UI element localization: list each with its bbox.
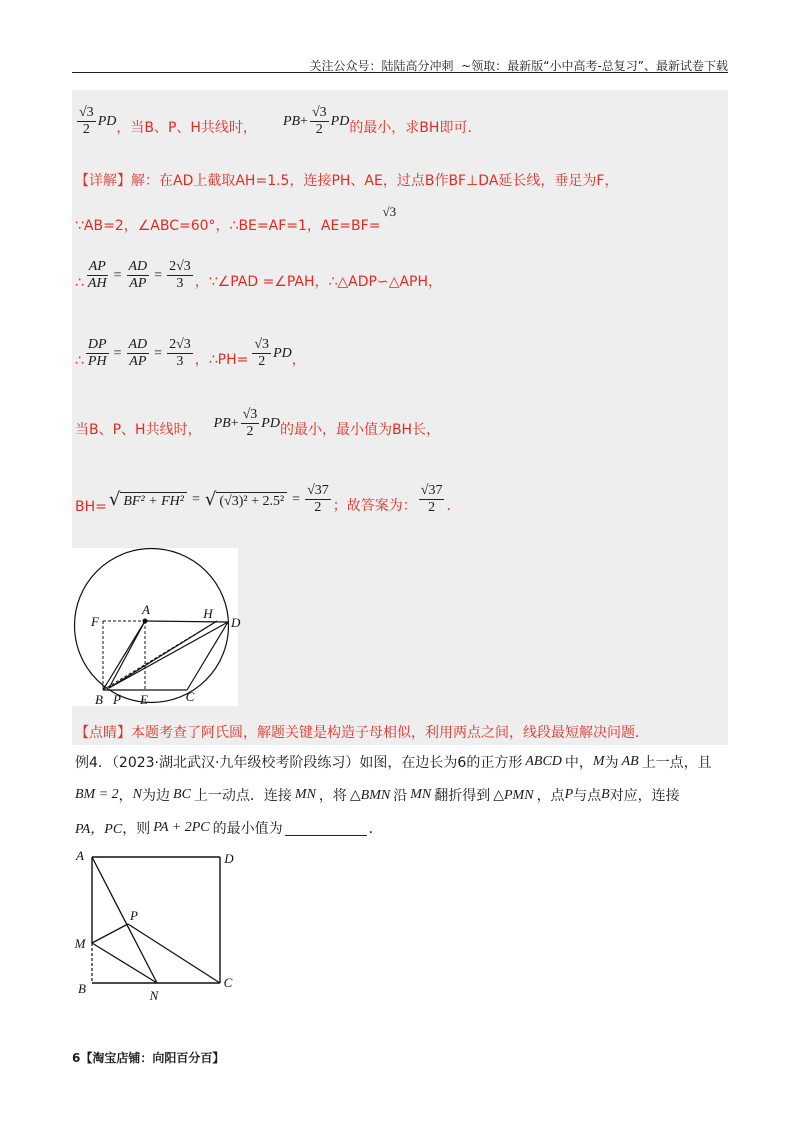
label-C: C xyxy=(223,975,233,990)
solution-line-3 xyxy=(75,204,397,236)
solution-line-7 xyxy=(75,476,460,516)
fraction-numerator: √3 xyxy=(254,337,270,352)
fraction-numerator: √37 xyxy=(420,483,443,498)
fraction-denominator: PH xyxy=(87,354,107,369)
problem-text: ，将 xyxy=(318,788,347,804)
problem-text: 为边 xyxy=(142,788,171,804)
math-term: PA，PC xyxy=(75,822,123,837)
math-term: PD xyxy=(261,415,280,431)
math-term: PB xyxy=(282,113,301,129)
formula xyxy=(250,337,291,370)
problem-text: ． xyxy=(368,821,383,837)
therefore-symbol: ∴ xyxy=(75,353,84,369)
figure-circle-parallelogram xyxy=(72,548,241,707)
fraction-numerator: √3 xyxy=(79,105,94,120)
problem-text: 上一点，且 xyxy=(641,755,712,771)
solution-line-6 xyxy=(75,402,440,440)
equals-sign: = xyxy=(113,345,122,361)
label-C: C xyxy=(185,689,195,704)
point-A-dot xyxy=(143,619,148,624)
fraction xyxy=(86,259,109,292)
fraction-numerator: AD xyxy=(128,337,148,352)
square-root xyxy=(205,490,287,510)
math-term: ABCD xyxy=(525,754,562,769)
radicand: (√3)² + 2.5² xyxy=(216,492,287,510)
solution-line-1 xyxy=(75,96,481,138)
figure-square-fold xyxy=(72,845,242,1005)
solution-line-4 xyxy=(75,252,442,292)
problem-text: ，点 xyxy=(536,788,565,804)
formula xyxy=(84,259,195,292)
math-term: B xyxy=(601,787,610,802)
fraction xyxy=(167,337,193,370)
plus-sign: + xyxy=(300,113,308,129)
equals-sign: = xyxy=(154,267,163,283)
header-divider xyxy=(72,72,728,73)
label-P: P xyxy=(113,692,121,707)
problem-text: 翻折得到 xyxy=(434,788,491,804)
solution-line-2 xyxy=(75,170,618,190)
label-M: M xyxy=(74,936,86,951)
formula xyxy=(214,407,280,440)
math-term: BC xyxy=(173,787,191,802)
fraction xyxy=(252,337,271,370)
label-D: D xyxy=(224,851,234,866)
label-H: H xyxy=(203,606,213,621)
math-term: AB xyxy=(621,754,639,769)
problem-text: 例4．（2023·湖北武汉·九年级校考阶段练习）如图，在边长为6的正方形 xyxy=(75,755,523,771)
fraction xyxy=(86,337,109,370)
fraction-numerator: √37 xyxy=(307,483,329,498)
math-term: PD xyxy=(97,113,117,129)
label-F: F xyxy=(91,614,99,629)
fraction-denominator: AH xyxy=(87,276,107,291)
label-N: N xyxy=(149,988,159,1003)
solution-text: ， xyxy=(291,352,306,368)
comment-text: 【点睛】本题考查了阿氏圆，解题关键是构造子母相似，利用两点之间，线段最短解决问题． xyxy=(75,724,649,741)
math-term: M xyxy=(592,754,605,769)
fraction-denominator: 3 xyxy=(176,354,184,369)
solution-detail-text: 【详解】解：在AD上截取AH=1.5，连接PH、AE，过点B作BF⊥DA延长线，垂足为F， xyxy=(75,172,619,189)
solution-text: 当B、P、H共线时， xyxy=(75,422,202,438)
therefore-symbol: ∴ xyxy=(75,275,84,291)
solution-text: 的最小，最小值为BH长， xyxy=(279,422,441,438)
problem-text: ，则 xyxy=(122,821,151,837)
radical-sign: √ xyxy=(204,488,217,510)
label-A: A xyxy=(142,602,150,617)
math-term: BM = 2 xyxy=(75,787,119,802)
solution-text: ；故答案为： xyxy=(332,498,417,514)
fraction-numerator: 2√3 xyxy=(169,259,191,274)
fraction-denominator: 2 xyxy=(246,424,254,439)
label-B: B xyxy=(95,692,103,707)
math-term: △PMN xyxy=(493,787,534,803)
problem-text: 对应，连接 xyxy=(609,788,680,804)
solution-text: BH= xyxy=(75,499,107,515)
problem-text: 与点 xyxy=(573,788,602,804)
fraction-numerator: 2√3 xyxy=(169,337,191,352)
formula xyxy=(75,105,116,138)
radicand: BF² + FH² xyxy=(120,492,187,510)
example4-line-1 xyxy=(75,751,712,773)
solution-text: 的最小，求BH即可． xyxy=(349,120,482,136)
math-term: MN xyxy=(410,787,432,802)
segment-AN xyxy=(92,857,157,983)
math-term: △BMN xyxy=(349,787,391,803)
example4-line-3 xyxy=(75,817,383,839)
fraction-numerator: AD xyxy=(128,259,148,274)
solution-text: ，∴PH= xyxy=(194,352,249,368)
formula xyxy=(107,483,333,516)
solution-comment xyxy=(75,722,649,742)
math-term: N xyxy=(132,787,143,802)
fraction-denominator: 2 xyxy=(428,500,436,515)
page-footer: 6【淘宝店铺：向阳百分百】 xyxy=(72,1051,225,1065)
label-E: E xyxy=(140,692,148,707)
label-D: D xyxy=(231,615,241,630)
formula xyxy=(417,483,447,516)
label-A: A xyxy=(76,848,84,863)
sqrt-value: √3 xyxy=(382,204,397,219)
solution-text: ，当B、P、H共线时， xyxy=(116,120,257,136)
formula xyxy=(283,105,349,138)
radical-sign: √ xyxy=(108,488,121,510)
math-term: PB xyxy=(213,415,231,431)
fraction-denominator: 2 xyxy=(314,500,322,515)
equals-sign: = xyxy=(292,491,301,507)
fraction xyxy=(127,259,150,292)
fraction xyxy=(241,407,260,440)
math-term: MN xyxy=(294,787,316,802)
equals-sign: = xyxy=(154,345,163,361)
fraction xyxy=(77,105,96,138)
equals-sign: = xyxy=(191,491,200,507)
fraction xyxy=(167,259,193,292)
problem-text: 的最小值为 xyxy=(212,821,283,837)
fraction-denominator: 2 xyxy=(258,354,266,369)
label-B: B xyxy=(78,981,86,996)
fraction-denominator: AP xyxy=(129,354,147,369)
fraction-denominator: 2 xyxy=(82,122,90,137)
example4-line-2 xyxy=(75,784,680,806)
fraction xyxy=(305,483,331,516)
math-term: PA + 2PC xyxy=(153,820,210,835)
plus-sign: + xyxy=(230,415,239,431)
formula xyxy=(84,337,195,370)
solution-text: ，∵∠PAD =∠PAH，∴△ADP∽△APH， xyxy=(194,274,443,290)
problem-text: 中， xyxy=(564,755,593,771)
fraction-numerator: DP xyxy=(87,337,107,352)
solution-line-5 xyxy=(75,330,306,370)
fraction-denominator: 3 xyxy=(176,276,184,291)
solution-text: ∵AB=2，∠ABC=60°，∴BE=AF=1，AE=BF= xyxy=(75,218,381,234)
page-header-text: 关注公众号：陆陆高分冲刺 ~领取：最新版“小中高考-总复习”、最新试卷下载 xyxy=(309,59,728,73)
equals-sign: = xyxy=(113,267,122,283)
label-P: P xyxy=(130,908,138,923)
problem-text: 为 xyxy=(604,755,619,771)
fraction xyxy=(310,105,329,138)
segment-MP xyxy=(92,924,128,943)
fraction xyxy=(127,337,150,370)
square-root xyxy=(109,490,187,510)
solution-text: ． xyxy=(446,498,461,514)
fraction xyxy=(419,483,445,516)
problem-text: 上一动点．连接 xyxy=(193,788,292,804)
answer-blank[interactable] xyxy=(285,821,367,836)
fraction-numerator: √3 xyxy=(242,407,258,422)
math-term: P xyxy=(564,787,574,802)
fraction-numerator: AP xyxy=(88,259,106,274)
math-term: PD xyxy=(273,345,292,361)
math-term: PD xyxy=(330,113,350,129)
fraction-denominator: AP xyxy=(129,276,147,291)
fraction-numerator: √3 xyxy=(311,105,327,120)
problem-text: ， xyxy=(118,788,133,804)
fraction-denominator: 2 xyxy=(315,122,323,137)
problem-text: 沿 xyxy=(393,788,408,804)
